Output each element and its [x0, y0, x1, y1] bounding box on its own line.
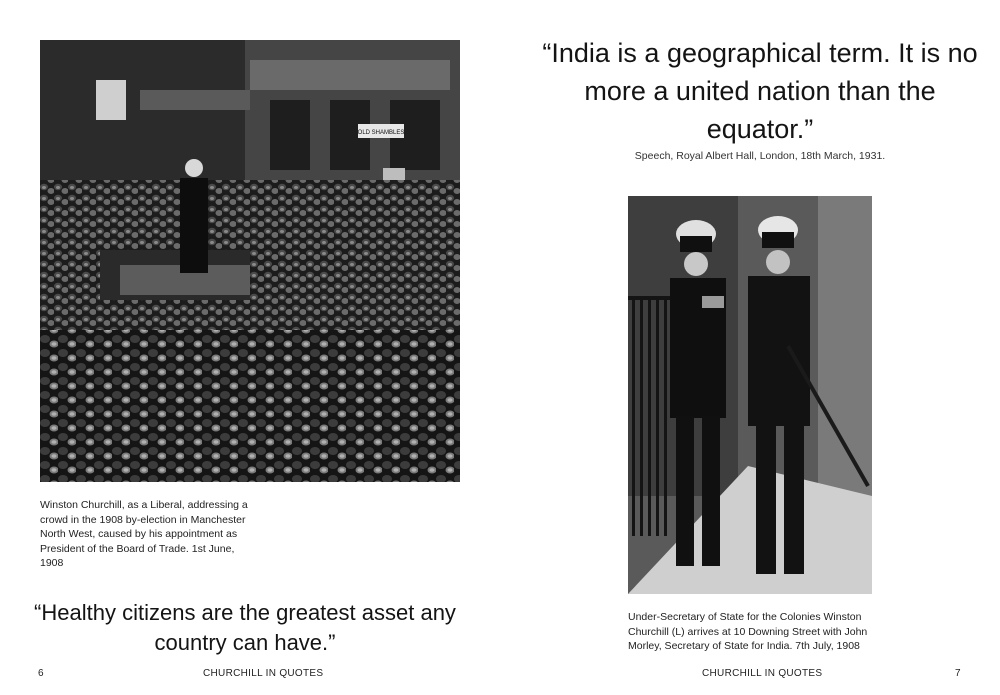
india-quote-source: Speech, Royal Albert Hall, London, 18th March, 1931.	[634, 150, 886, 162]
officials-photo	[628, 196, 872, 594]
running-title-left: CHURCHILL IN QUOTES	[203, 668, 324, 679]
crowd-photo-caption: Winston Churchill, as a Liberal, addressing a crowd in the 1908 by-election in Manchester North West, caused by his appointment as President of the Board of Trade. 1st June, 1908	[40, 499, 248, 569]
shop-sign-text: OLD SHAMBLES	[357, 130, 405, 136]
india-quote: “India is a geographical term. It is no more a united nation than the equator.”	[542, 38, 978, 144]
crowd-photo-image	[40, 40, 460, 482]
health-quote: “Healthy citizens are the greatest asset any country can have.”	[34, 600, 456, 655]
page-number-left: 6	[38, 668, 44, 679]
right-page	[500, 0, 1000, 695]
crowd-photo	[40, 40, 460, 482]
officials-photo-image	[628, 196, 872, 594]
officials-photo-caption: Under-Secretary of State for the Colonies Winston Churchill (L) arrives at 10 Downing Street with John Morley, Secretary of State for India. 7th July, 1908	[628, 611, 868, 652]
page-number-right: 7	[955, 668, 961, 679]
running-title-right: CHURCHILL IN QUOTES	[702, 668, 823, 679]
